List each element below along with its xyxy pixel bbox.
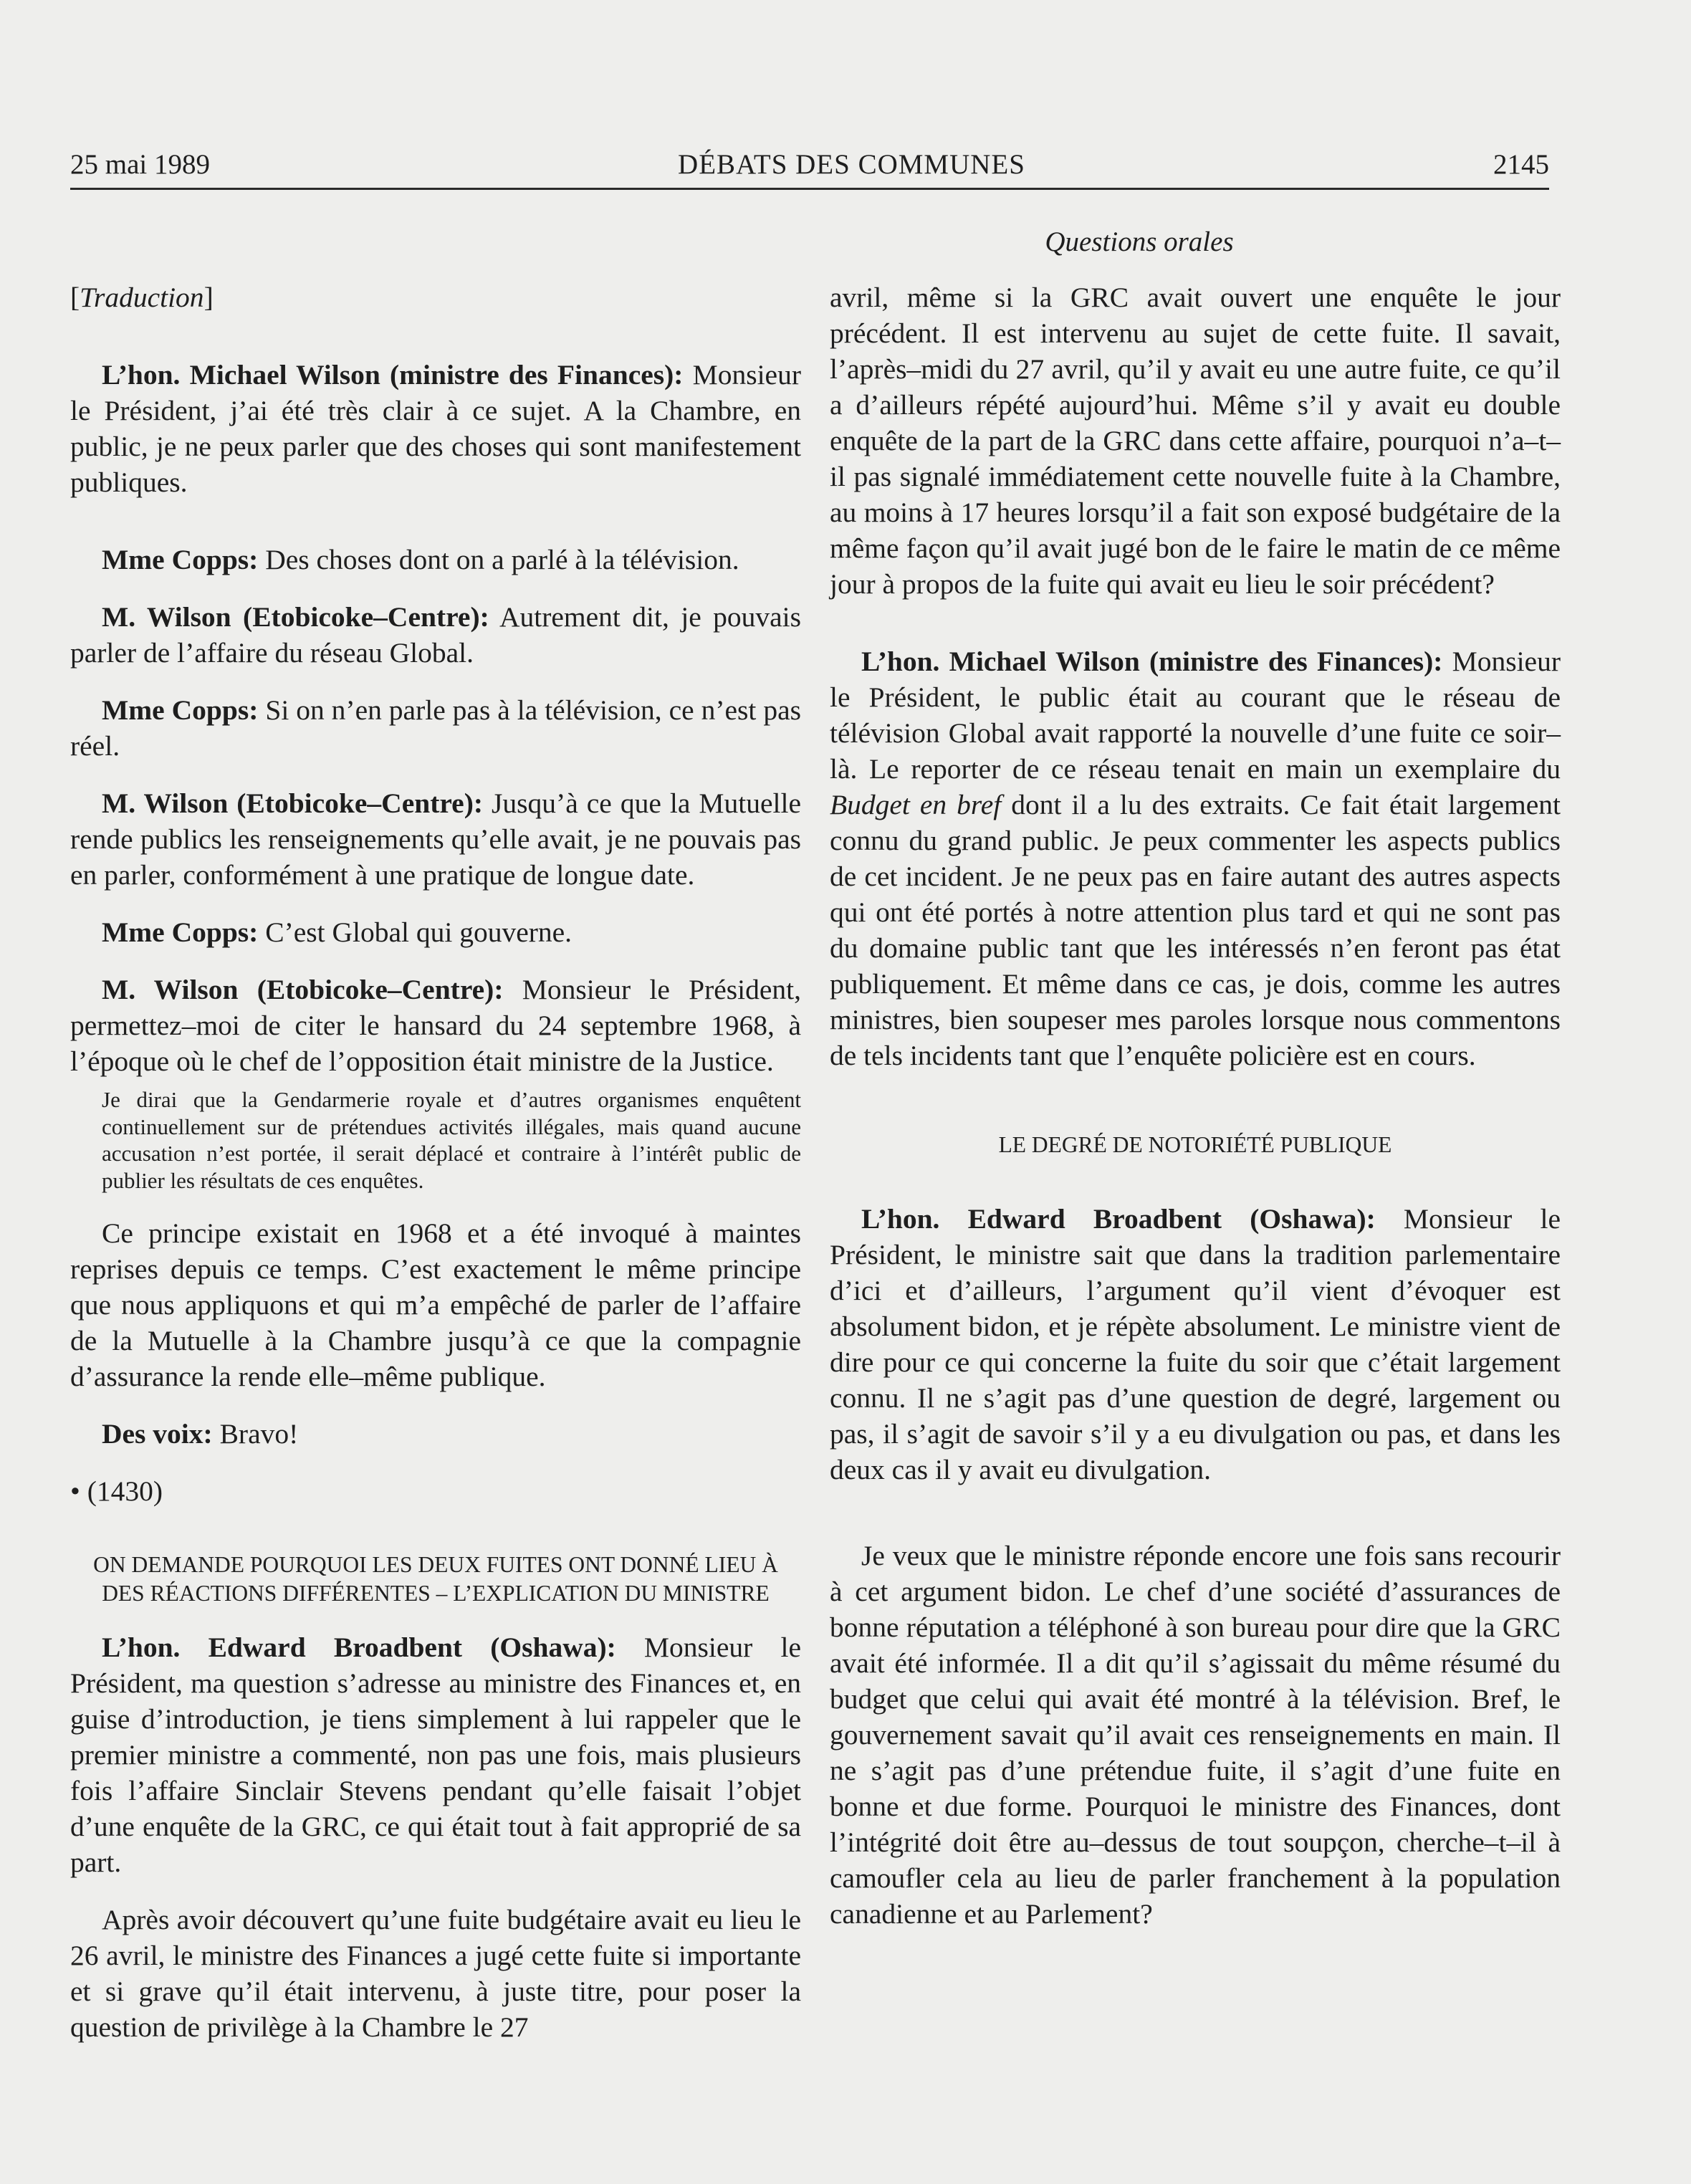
speaker-name: L’hon. Michael Wilson (ministre des Finances): xyxy=(861,646,1443,677)
speech-paragraph xyxy=(70,785,801,893)
speaker-name: Mme Copps: xyxy=(102,694,259,726)
translation-note: [Traduction] xyxy=(70,282,214,313)
speaker-name: M. Wilson (Etobicoke–Centre): xyxy=(102,787,484,819)
speech-paragraph xyxy=(70,542,801,578)
speech-paragraph xyxy=(70,599,801,671)
section-label: Questions orales xyxy=(1045,226,1234,257)
header-date: 25 mai 1989 xyxy=(70,149,210,180)
section-heading: ON DEMANDE POURQUOI LES DEUX FUITES ONT DONNÉ LIEU À DES RÉACTIONS DIFFÉRENTES – L’EXPLICATION DU MINISTRE xyxy=(93,1552,778,1606)
publication-title: Budget en bref xyxy=(830,789,1002,820)
speech-text: Jusqu’à ce que la Mutuelle rende publics les renseignements qu’elle avait, je ne pouvais pas en parler, conformément à une pratique de longue date. xyxy=(70,787,802,891)
speech-text: Monsieur le Président, le public était au courant que le réseau de télévision Global avait rapporté la nouvelle d’une fuite ce soir–là. Le reporter de ce réseau tenait en main un exemplaire du xyxy=(830,646,1561,785)
section-heading: LE DEGRÉ DE NOTORIÉTÉ PUBLIQUE xyxy=(998,1132,1392,1157)
speech-paragraph xyxy=(70,1629,801,1880)
left-column xyxy=(70,279,801,2045)
speech-text: Si on n’en parle pas à la télévision, ce n’est pas réel. xyxy=(70,694,801,762)
header-title: DÉBATS DES COMMUNES xyxy=(678,149,1025,180)
speaker-name: L’hon. Edward Broadbent (Oshawa): xyxy=(102,1632,616,1663)
speech-paragraph: avril, même si la GRC avait ouvert une enquête le jour précédent. Il est intervenu au sujet de cette fuite. Il savait, l’après–midi du 27 avril, qu’il y avait eu une autre fuite, ce qu’il a d’ailleurs répété aujourd’hui. Même s’il y avait eu double enquête de la part de la GRC dans cette affaire, pourquoi n’a–t–il pas signalé immédiatement cette nouvelle fuite à la Chambre, au moins à 17 heures lorsqu’il a fait son exposé budgétaire de la même façon qu’il avait jugé bon de le faire le matin de ce même jour à propos de la fuite qui avait eu lieu le soir précédent? xyxy=(830,282,1561,600)
speech-text: Monsieur le Président, ma question s’adresse au ministre des Finances et, en guise d’introduction, je tiens simplement à lui rappeler que le premier ministre a commenté, non pas une fois, mais plusieurs fois l’affaire Sinclair Stevens pendant qu’elle faisait l’objet d’une enquête de la GRC, ce qui était tout à fait approprié de sa part. xyxy=(70,1632,801,1878)
speech-paragraph xyxy=(70,914,801,950)
speech-paragraph xyxy=(830,1201,1561,1488)
speech-paragraph xyxy=(70,1416,801,1452)
speech-text: Monsieur le Président, permettez–moi de citer le hansard du 24 septembre 1968, à l’époque où le chef de l’opposition était ministre de la Justice. xyxy=(70,974,802,1077)
speech-text: Monsieur le Président, le ministre sait que dans la tradition parlementaire d’ici et d’ailleurs, l’argument qu’il vient d’évoquer est absolument bidon, et je répète absolument. Le ministre vient de dire pour ce qui concerne la fuite du soir que c’était largement connu. Il ne s’agit pas d’une question de degré, largement ou pas, il s’agit de savoir s’il y a eu divulgation ou pas, et dans les deux cas il y avait eu divulgation. xyxy=(830,1203,1561,1485)
hansard-quote: Je dirai que la Gendarmerie royale et d’autres organismes enquêtent continuellement sur de prétendues activités illégales, mais quand aucune accusation n’est portée, il serait déplacé et contraire à l’intérêt public de publier les résultats de ces enquêtes. xyxy=(102,1087,801,1193)
speaker-name: Mme Copps: xyxy=(102,916,259,948)
right-column xyxy=(830,279,1561,1932)
speech-paragraph xyxy=(70,357,801,500)
speech-text: Autrement dit, je pouvais parler de l’affaire du réseau Global. xyxy=(70,601,802,669)
speaker-name: M. Wilson (Etobicoke–Centre): xyxy=(102,974,504,1005)
translation-note-text: Traduction xyxy=(80,282,204,313)
speaker-name: L’hon. Michael Wilson (ministre des Finances): xyxy=(102,359,684,391)
speech-text: Monsieur le Président, j’ai été très clair à ce sujet. A la Chambre, en public, je ne peux parler que des choses qui sont manifestement publiques. xyxy=(70,359,801,498)
speech-text: C’est Global qui gouverne. xyxy=(258,916,573,948)
speech-paragraph xyxy=(70,972,801,1079)
speaker-name: M. Wilson (Etobicoke–Centre): xyxy=(102,601,489,633)
speech-paragraph xyxy=(70,692,801,764)
speaker-name: Mme Copps: xyxy=(102,544,259,575)
speaker-name: Des voix: xyxy=(102,1418,213,1450)
header-rule xyxy=(70,188,1549,190)
speaker-name: L’hon. Edward Broadbent (Oshawa): xyxy=(861,1203,1376,1235)
header-page-number: 2145 xyxy=(1493,149,1549,180)
speech-paragraph: Après avoir découvert qu’une fuite budgétaire avait eu lieu le 26 avril, le ministre des Finances a jugé cette fuite si importante et si grave qu’il était intervenu, à juste titre, pour poser la question de privilège à la Chambre le 27 xyxy=(70,1904,801,2043)
speech-text: Bravo! xyxy=(212,1418,299,1450)
running-header xyxy=(70,150,1549,178)
speech-text: Des choses dont on a parlé à la télévision. xyxy=(258,544,739,575)
speech-paragraph: Je veux que le ministre réponde encore une fois sans recourir à cet argument bidon. Le chef d’une société d’assurances de bonne réputation a téléphoné à son bureau pour dire que la GRC avait été informée. Il a dit qu’il s’agissait du même résumé du budget que celui qui avait été montré à la télévision. Bref, le gouvernement savait qu’il avait ces renseignements en main. Il ne s’agit pas d’une prétendue fuite, il s’agit d’une fuite en bonne et due forme. Pourquoi le ministre des Finances, dont l’intégrité doit être au–dessus de tout soupçon, cherche–t–il à camoufler cela au lieu de parler franchement à la population canadienne et au Parlement? xyxy=(830,1540,1561,1930)
time-marker: • (1430) xyxy=(70,1475,163,1507)
speech-paragraph: Ce principe existait en 1968 et a été invoqué à maintes reprises depuis ce temps. C’est exactement le même principe que nous appliquons et qui m’a empêché de parler de l’affaire de la Mutuelle à la Chambre jusqu’à ce que la compagnie d’assurance la rende elle–même publique. xyxy=(70,1217,801,1392)
speech-paragraph xyxy=(830,643,1561,1073)
speech-text: dont il a lu des extraits. Ce fait était largement connu du grand public. Je peux commenter les aspects publics de cet incident. Je ne peux pas en faire autant des autres aspects qui ont été portés à notre attention plus tard et qui ne sont pas du domaine public tant que les intéressés n’en feront pas état publiquement. Et même dans ce cas, je dois, comme les autres ministres, bien soupeser mes paroles lorsque nous commentons de tels incidents tant que l’enquête policière est en cours. xyxy=(830,789,1561,1071)
